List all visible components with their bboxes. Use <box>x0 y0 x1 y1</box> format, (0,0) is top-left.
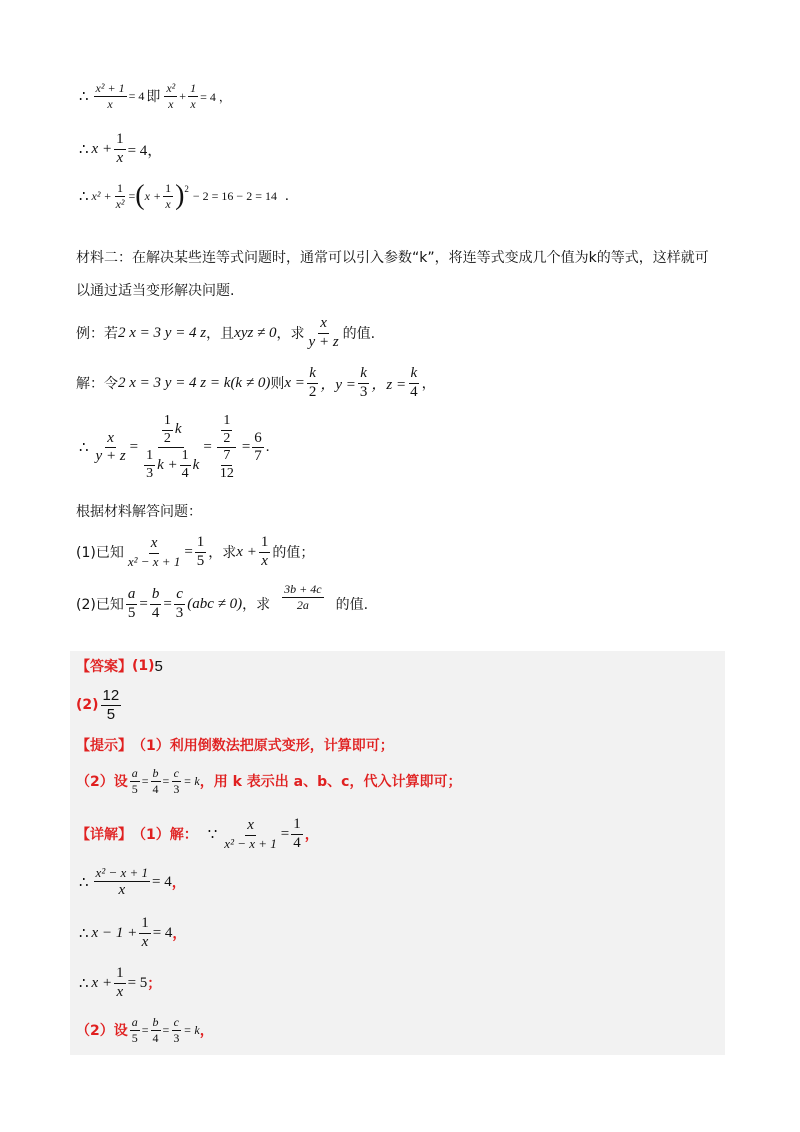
compound-fraction: $\frac{\frac{1}{2}}{\frac{7}{12}}$ <box>214 414 240 482</box>
fraction: $\frac{1}{5}$ <box>196 534 205 569</box>
answer-label: 【答案】 <box>76 659 132 675</box>
detail-label: 【详解】 <box>76 827 132 844</box>
fraction: $\frac{a}{5}$ <box>127 586 136 621</box>
fraction: $\frac{x}{\text{x² − x + 1}}$ <box>224 817 277 851</box>
fraction: $\frac{1}{\text{x²}}$ <box>115 181 125 211</box>
fraction: $\frac{1}{x}$ <box>260 534 269 569</box>
fraction: $\frac{x}{y + z}$ <box>95 429 126 465</box>
answer-line-2: (2) $\frac{12}{5}$ <box>76 687 120 723</box>
fraction: $\frac{c}{3}$ <box>175 586 184 621</box>
therefore-symbol: ∴ <box>79 975 89 992</box>
therefore-symbol: ∴ <box>79 925 89 942</box>
because-symbol: ∵ <box>207 826 218 843</box>
hint-line-1: 【提示】 （1）利用倒数法把原式变形，计算即可； <box>76 735 394 755</box>
fraction: $\frac{\text{x²}}{x}$ <box>166 81 176 111</box>
material-two-paragraph: 材料二：在解决某些连等式问题时，通常可以引入参数“k”，将连等式变成几个值为k的等式，这样就可 <box>76 250 709 266</box>
example-line: 例：若 2 x = 3 y = 4 z ，且 xyz ≠ 0 ，求 $\frac{x}{y + z}$ 的值. <box>76 315 376 350</box>
fraction: $\frac{k}{3}$ <box>359 365 368 400</box>
therefore-symbol: ∴ <box>79 874 89 891</box>
answer-panel <box>70 651 725 1055</box>
detail-line-1: 【详解】 （1）解： ∵ $\frac{x}{\text{x² − x + 1}}$ = $\frac{1}{4}$ ， <box>76 816 319 851</box>
compound-fraction: $\frac{1}{2}$ k $\frac{1}{3}$ k + $\frac{1}{4}$ k <box>146 413 200 482</box>
solution-compound-fraction-line: ∴ $\frac{x}{y + z}$ = $\frac{1}{2}$ k $\frac{1}{3}$ k + $\frac{1}{4}$ k = $\frac{\frac{1}{2}}{\frac{7}{12}}$ = $\frac{6}{7}$ . <box>79 413 270 482</box>
fraction: $\frac{1}{x}$ <box>141 915 149 950</box>
fraction: $\frac{k}{4}$ <box>410 365 418 400</box>
fraction: $\frac{1}{x}$ <box>165 181 172 211</box>
fraction: $\frac{a}{5}$ <box>131 1015 138 1045</box>
question-2: (2)已知 $\frac{a}{5}$ = $\frac{b}{4}$ = $\frac{c}{3}$ (abc ≠ 0) ，求 $\frac{3b + 4c}{2a}$ 的值. <box>76 582 369 621</box>
fraction: $\frac{\text{x² + 1}}{x}$ <box>95 81 125 111</box>
therefore-symbol: ∴ <box>79 88 89 105</box>
hint-label: 【提示】 <box>76 738 132 754</box>
solution-line: 解：令 2 x = 3 y = 4 z = k (k ≠ 0) 则 x = $\frac{k}{2}$ ，y = $\frac{k}{3}$ ，z = $\frac{k}{4}$ ， <box>76 365 436 400</box>
fraction: $\frac{6}{7}$ <box>254 429 262 465</box>
derivation-line-2: ∴ x + $\frac{1}{x}$ = 4， <box>79 131 163 166</box>
fraction: $\frac{12}{5}$ <box>102 687 120 723</box>
derivation-line-1: ∴ $\frac{\text{x² + 1}}{x}$ = 4 即 $\frac{\text{x²}}{x}$ + $\frac{1}{x}$ = 4 ， <box>79 81 231 111</box>
fraction: $\frac{b}{4}$ <box>152 766 159 796</box>
therefore-symbol: ∴ <box>79 440 89 457</box>
fraction: $\frac{1}{4}$ <box>293 816 301 851</box>
fraction: $\frac{3b + 4c}{2a}$ <box>284 582 322 612</box>
fraction: $\frac{a}{5}$ <box>131 766 138 796</box>
detail-line-3: ∴ x − 1 + $\frac{1}{x}$ = 4 ， <box>79 915 187 950</box>
question-intro: 根据材料解答问题： <box>76 504 202 520</box>
fraction: $\frac{b}{4}$ <box>151 586 160 621</box>
fraction: $\frac{1}{x}$ <box>190 81 197 111</box>
fraction: $\frac{x}{y + z}$ <box>308 315 339 350</box>
question-1: (1)已知 $\frac{x}{\text{x² − x + 1}}$ = $\frac{1}{5}$ ，求 x + $\frac{1}{x}$ 的值； <box>76 534 315 569</box>
detail-line-2: ∴ $\frac{\text{x² − x + 1}}{x}$ = 4 ， <box>79 865 186 898</box>
fraction: $\frac{1}{x}$ <box>116 965 124 1000</box>
fraction: $\frac{c}{3}$ <box>173 1015 180 1045</box>
fraction: $\frac{c}{3}$ <box>173 766 180 796</box>
answer-line-1: 【答案】 (1) 5 <box>76 657 163 675</box>
fraction: $\frac{b}{4}$ <box>152 1015 159 1045</box>
derivation-line-3: ∴ x² + $\frac{1}{\text{x²}}$ = ( x + $\frac{1}{x}$ ) 2 − 2 = 16 − 2 = 14 . <box>79 180 289 212</box>
fraction: $\frac{k}{2}$ <box>308 365 317 400</box>
detail-line-4: ∴ x + $\frac{1}{x}$ = 5 ； <box>79 965 162 1000</box>
material-two-paragraph-cont: 以通过适当变形解决问题. <box>76 283 235 299</box>
fraction: $\frac{\text{x² − x + 1}}{x}$ <box>95 865 149 898</box>
detail-line-5: （2）设 $\frac{a}{5}$ = $\frac{b}{4}$ = $\frac{c}{3}$ = k ， <box>76 1015 214 1045</box>
hint-line-2: （2）设 $\frac{a}{5}$ = $\frac{b}{4}$ = $\frac{c}{3}$ = k ，用 k 表示出 a、b、c，代入计算即可； <box>76 766 462 796</box>
therefore-symbol: ∴ <box>79 141 89 158</box>
fraction: $\frac{x}{\text{x² − x + 1}}$ <box>127 535 181 569</box>
fraction: $\frac{1}{x}$ <box>116 131 124 166</box>
therefore-symbol: ∴ <box>79 188 89 205</box>
